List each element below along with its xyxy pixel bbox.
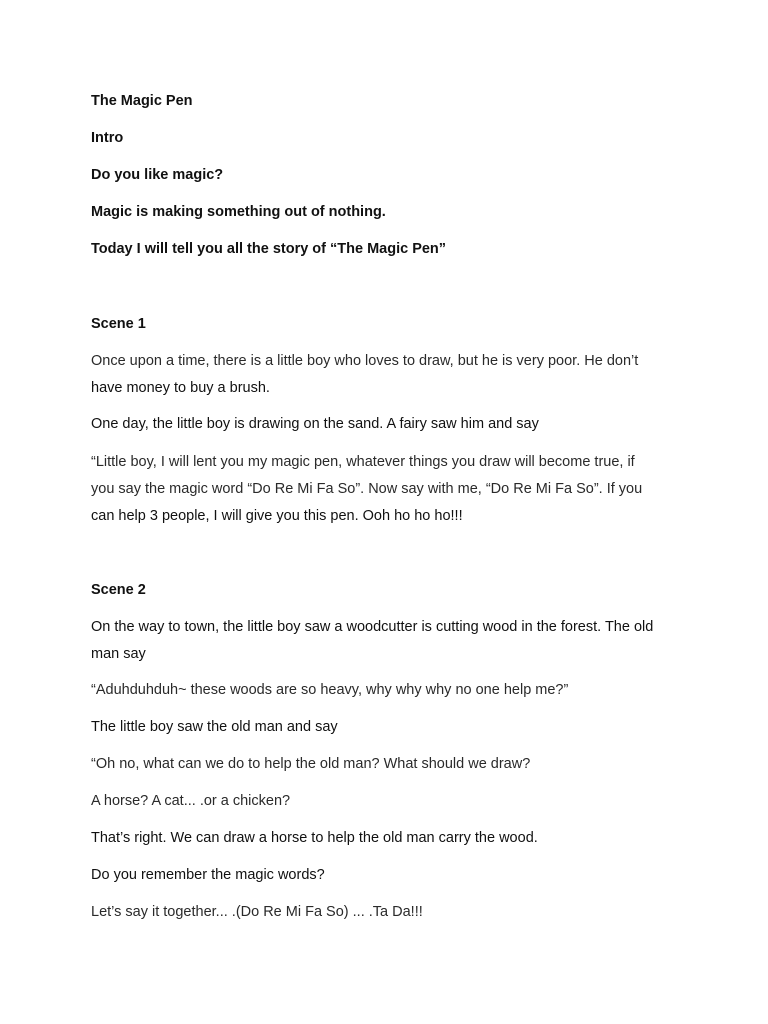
scene2-line: A horse? A cat... .or a chicken? xyxy=(91,793,291,809)
document-title: The Magic Pen xyxy=(91,93,193,109)
scene2-line: The little boy saw the old man and say xyxy=(91,719,338,735)
scene1-paragraph-line: One day, the little boy is drawing on the sand. A fairy saw him and say xyxy=(91,416,539,432)
intro-line: Do you like magic? xyxy=(91,167,224,183)
scene2-paragraph-line: man say xyxy=(91,646,146,662)
scene2-line: That’s right. We can draw a horse to help the old man carry the wood. xyxy=(91,830,538,846)
scene2-line: “Oh no, what can we do to help the old man? What should we draw? xyxy=(91,756,531,772)
scene2-heading: Scene 2 xyxy=(91,582,146,598)
intro-line: Today I will tell you all the story of “The Magic Pen” xyxy=(91,241,447,257)
scene2-line: Do you remember the magic words? xyxy=(91,867,325,883)
scene1-quote-line: can help 3 people, I will give you this pen. Ooh ho ho ho!!! xyxy=(91,508,463,524)
scene1-quote-line: “Little boy, I will lent you my magic pen, whatever things you draw will become true, if xyxy=(91,454,635,470)
intro-line: Magic is making something out of nothing. xyxy=(91,204,386,220)
scene1-heading: Scene 1 xyxy=(91,316,146,332)
scene1-paragraph-line: Once upon a time, there is a little boy who loves to draw, but he is very poor. He don’t xyxy=(91,353,639,369)
intro-heading: Intro xyxy=(91,130,124,146)
scene1-paragraph-line: have money to buy a brush. xyxy=(91,380,270,396)
scene2-line: Let’s say it together... .(Do Re Mi Fa So) ... .Ta Da!!! xyxy=(91,904,423,920)
scene2-line: “Aduhduhduh~ these woods are so heavy, why why why no one help me?” xyxy=(91,682,569,698)
scene2-paragraph-line: On the way to town, the little boy saw a woodcutter is cutting wood in the forest. The old xyxy=(91,619,654,635)
scene1-quote-line: you say the magic word “Do Re Mi Fa So”. Now say with me, “Do Re Mi Fa So”. If you xyxy=(91,481,643,497)
